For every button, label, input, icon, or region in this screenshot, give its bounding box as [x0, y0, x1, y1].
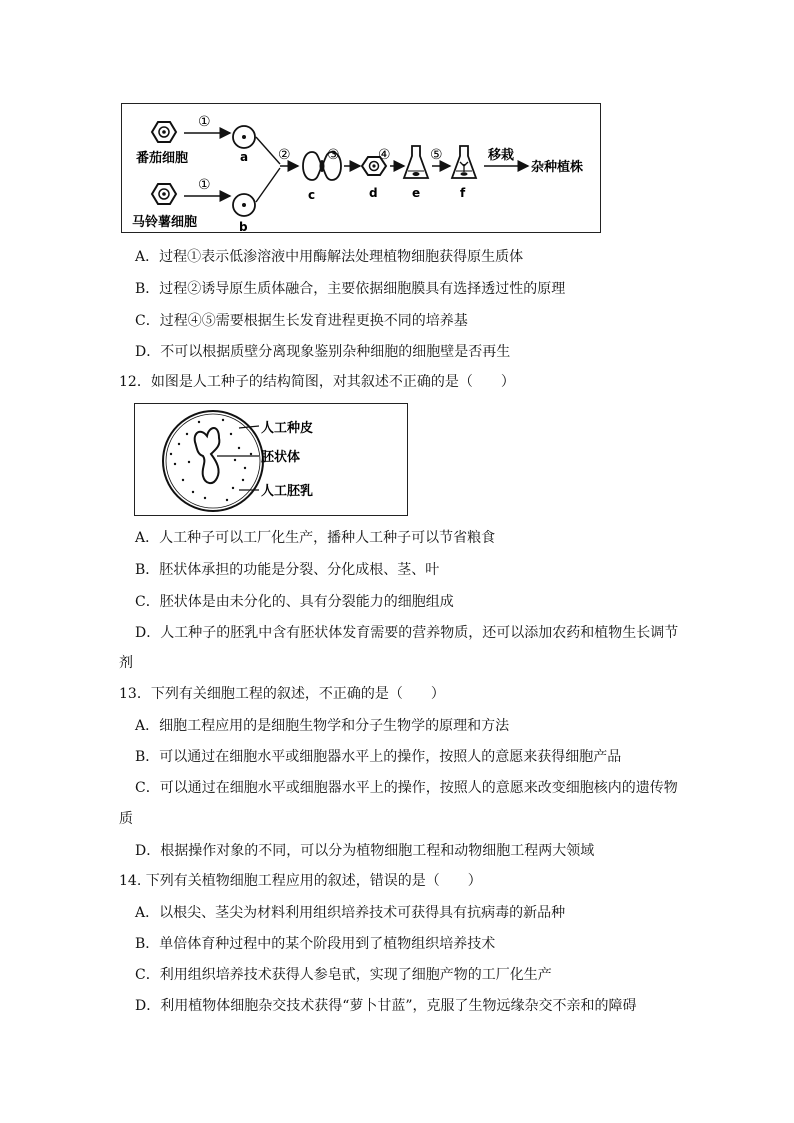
- q12-stem: 12．如图是人工种子的结构简图，对其叙述不正确的是（ ）: [119, 374, 515, 390]
- q12-option-d: D．人工种子的胚乳中含有胚状体发育需要的营养物质，还可以添加农药和植物生长调节: [135, 625, 679, 641]
- embryoid-shape: [195, 428, 220, 483]
- culture-flask-e-icon: [404, 146, 428, 178]
- potato-cell-icon: [152, 184, 176, 204]
- step-1-bottom-label: ①: [198, 177, 211, 193]
- artificial-seed-svg: [135, 404, 409, 517]
- label-c: c: [308, 188, 316, 202]
- converge-line-bottom: [256, 168, 280, 202]
- q14-option-a: A．以根尖、茎尖为材料利用组织培养技术可获得具有抗病毒的新品种: [135, 905, 566, 921]
- artificial-seed-diagram: [134, 403, 408, 516]
- step-4-label: ④: [378, 147, 391, 163]
- q14-stem: 14. 下列有关植物细胞工程应用的叙述，错误的是（ ）: [119, 873, 482, 889]
- label-embryoid: 胚状体: [261, 450, 301, 465]
- q12-option-a: A．人工种子可以工厂化生产，播种人工种子可以节省粮食: [135, 530, 496, 546]
- q11-option-c: C．过程④⑤需要根据生长发育进程更换不同的培养基: [135, 313, 468, 329]
- label-artificial-seed-coat: 人工种皮: [261, 421, 314, 436]
- step-1-top-label: ①: [198, 114, 211, 130]
- q13-option-a: A．细胞工程应用的是细胞生物学和分子生物学的原理和方法: [135, 718, 510, 734]
- q12-option-c: C．胚状体是由未分化的、具有分裂能力的细胞组成: [135, 594, 454, 610]
- q11-option-a: A．过程①表示低渗溶液中用酶解法处理植物细胞获得原生质体: [135, 249, 524, 265]
- label-d: d: [369, 186, 378, 200]
- fusion-diagram-svg: [122, 104, 602, 234]
- converge-line-top: [256, 137, 280, 164]
- q14-option-d: D．利用植物体细胞杂交技术获得“萝卜甘蓝”，克服了生物远缘杂交不亲和的障碍: [135, 998, 637, 1014]
- q13-option-c: C．可以通过在细胞水平或细胞器水平上的操作，按照人的意愿来改变细胞核内的遗传物: [135, 780, 678, 796]
- label-f: f: [460, 186, 466, 200]
- tomato-cell-icon: [152, 122, 176, 142]
- hybrid-plant-label: 杂种植株: [531, 160, 584, 175]
- potato-cell-label: 马铃薯细胞: [132, 215, 198, 230]
- cell-a-icon: [233, 126, 255, 148]
- label-b: b: [239, 220, 248, 234]
- step-5-label: ⑤: [430, 147, 443, 163]
- q14-option-b: B．单倍体育种过程中的某个阶段用到了植物组织培养技术: [135, 936, 496, 952]
- q13-option-c-continued: 质: [119, 811, 133, 827]
- q13-stem: 13．下列有关细胞工程的叙述，不正确的是（ ）: [119, 686, 445, 702]
- q12-option-b: B．胚状体承担的功能是分裂、分化成根、茎、叶: [135, 562, 440, 578]
- culture-flask-f-icon: [452, 146, 476, 178]
- tomato-cell-label: 番茄细胞: [136, 151, 189, 166]
- label-a: a: [240, 150, 249, 164]
- q11-option-d: D．不可以根据质壁分离现象鉴别杂种细胞的细胞壁是否再生: [135, 344, 511, 360]
- q13-option-b: B．可以通过在细胞水平或细胞器水平上的操作，按照人的意愿来获得细胞产品: [135, 749, 622, 765]
- q13-option-d: D．根据操作对象的不同，可以分为植物细胞工程和动物细胞工程两大领域: [135, 843, 595, 859]
- step-2-label: ②: [278, 147, 291, 163]
- q11-option-b: B．过程②诱导原生质体融合，主要依据细胞膜具有选择透过性的原理: [135, 281, 566, 297]
- q14-option-c: C．利用组织培养技术获得人参皂甙，实现了细胞产物的工厂化生产: [135, 967, 552, 983]
- label-artificial-endosperm: 人工胚乳: [261, 484, 314, 499]
- step-3-label: ③: [327, 147, 340, 163]
- protoplast-fusion-diagram: [121, 103, 601, 233]
- q12-option-d-continued: 剂: [119, 655, 133, 671]
- transplant-label: 移栽: [488, 148, 515, 163]
- label-e: e: [412, 186, 421, 200]
- cell-b-icon: [233, 194, 255, 216]
